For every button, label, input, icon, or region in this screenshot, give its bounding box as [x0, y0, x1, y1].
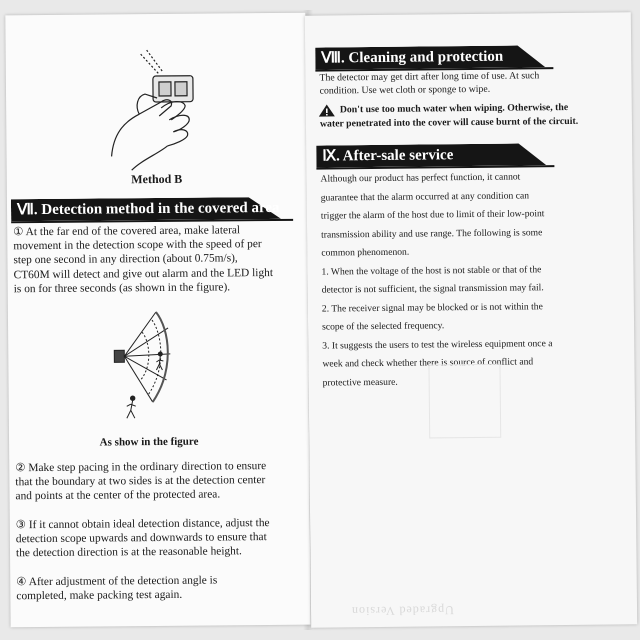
body-line: Although our product has perfect function, it cannot [320, 171, 521, 185]
body-line: transmission ability and use range. The following is some [321, 226, 543, 241]
show-through-box [428, 364, 501, 439]
body-line: protective measure. [322, 376, 398, 389]
method-b-label: Method B [131, 171, 183, 187]
body-line: common phenomenon. [321, 246, 410, 259]
section-8-warning: Don't use too much water when wiping. Otherwise, the water penetrated into the cover will cause burnt of the circuit. [319, 101, 579, 130]
section-7-step-4: ④ After adjustment of the detection angle is completed, make packing test again. [16, 574, 218, 603]
left-page [5, 13, 310, 628]
figure-caption: As show in the figure [99, 435, 199, 449]
body-line: scope of the selected frequency. [322, 320, 445, 333]
section-8-header [315, 45, 551, 69]
section-7-step-3: ③ If it cannot obtain ideal detection distance, adjust the detection scope upwards and downwards to ensure that the detection direction is at the reasonable height. [15, 517, 270, 560]
section-9-body [320, 167, 622, 392]
body-line: 1. When the voltage of the host is not stable or that of the [321, 263, 542, 278]
body-line: detector is not sufficient, the signal transmission may fail. [321, 282, 544, 296]
section-7-header [11, 197, 287, 221]
right-page [305, 12, 637, 627]
section-8-title: Ⅷ. Cleaning and protection [321, 48, 504, 67]
section-9-title: Ⅸ. After-sale service [322, 147, 454, 165]
body-line: 3. It suggests the users to test the wireless equipment once a [322, 337, 553, 352]
hand-holding-detector-illustration [101, 36, 212, 172]
section-7-step-1: ① At the far end of the covered area, make lateral movement in the detection scope with the speed of per step one second in any direction (about 0.75m/s), CT60M will detect and give out alarm and the LED light is on for three seconds (as shown in the figure). [13, 224, 274, 296]
section-7-step-2: ② Make step pacing in the ordinary direction to ensure that the boundary at two sides is at the detection center and points at the center of the protected area. [15, 460, 267, 503]
section-7-title: Ⅶ. Detection method in the covered area [16, 199, 280, 219]
body-line: 2. The receiver signal may be blocked or is not within the [321, 300, 543, 315]
body-line: week and check whether there is source of conflict and [322, 356, 534, 370]
show-through-text: Upgraded Version [350, 603, 454, 619]
detection-zone-figure [108, 306, 189, 427]
body-line: trigger the alarm of the host due to limit of their low-point [320, 208, 545, 222]
section-9-header [316, 143, 552, 167]
body-line: guarantee that the alarm occurred at any condition can [320, 189, 530, 204]
section-8-body: The detector may get dirt after long time of use. At such condition. Use wet cloth or sponge to wipe. [319, 70, 540, 97]
